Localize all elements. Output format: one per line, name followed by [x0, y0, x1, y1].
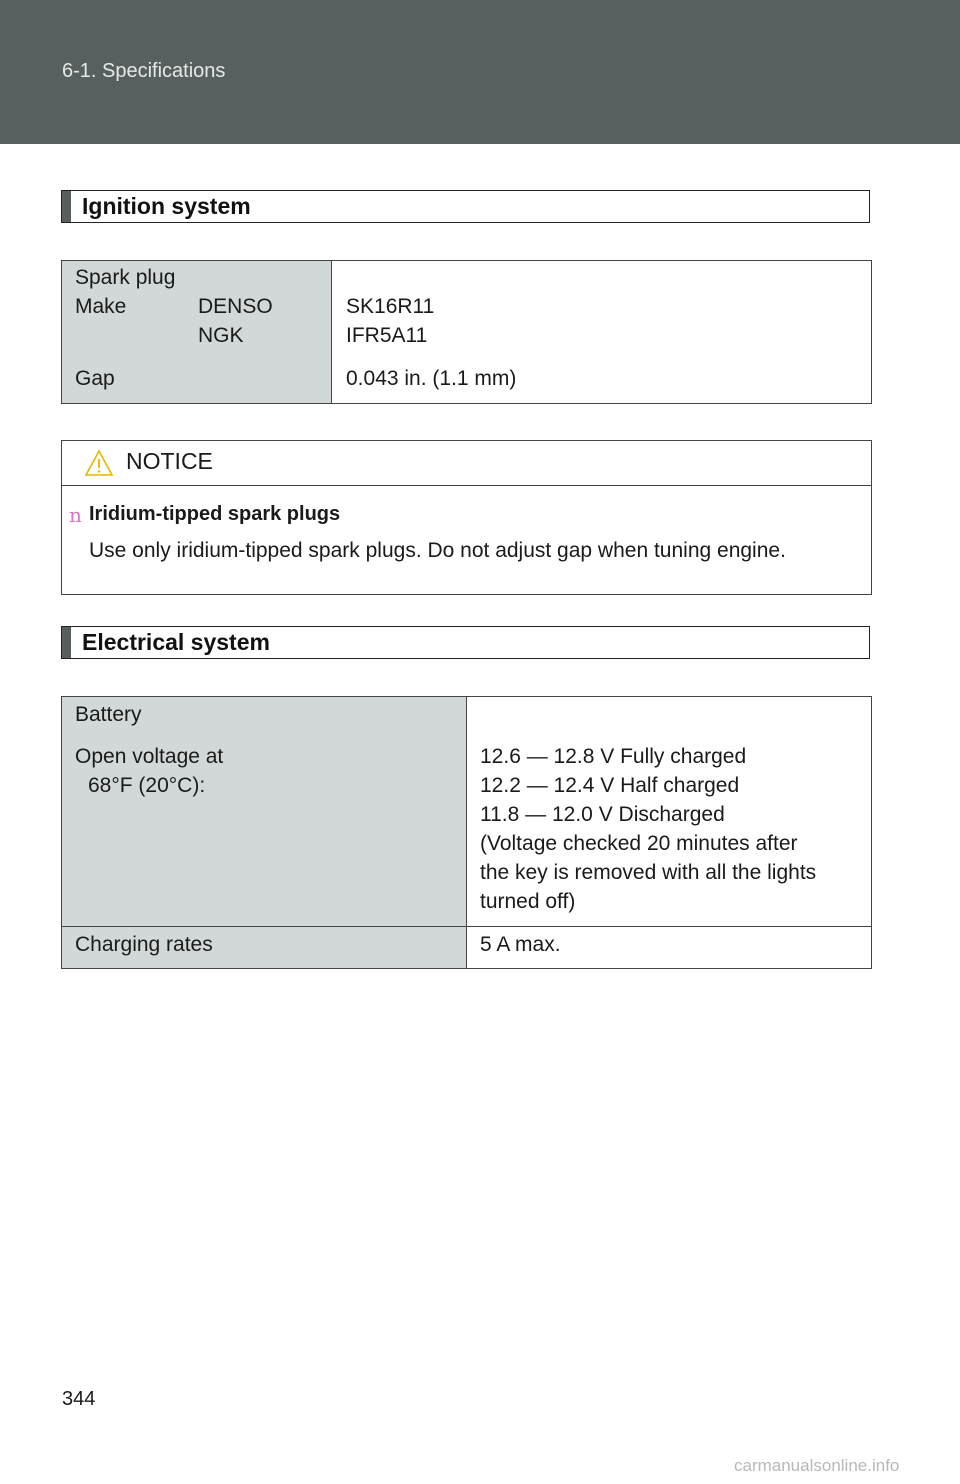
make-label: Make [75, 295, 127, 318]
open-voltage-label: Open voltage at [75, 745, 224, 768]
denso-value: SK16R11 [346, 295, 435, 318]
gap-value: 0.043 in. (1.1 mm) [346, 367, 517, 390]
open-voltage-temp: 68°F (20°C): [88, 774, 206, 797]
ignition-spec-table [61, 260, 872, 404]
table-row [62, 927, 872, 969]
table-row [62, 697, 872, 927]
electrical-section-title: Electrical system [82, 629, 270, 655]
notice-header [62, 441, 871, 486]
voltage-note-line: the key is removed with all the lights [480, 861, 817, 884]
page-header [0, 0, 960, 144]
electrical-spec-table [61, 696, 872, 969]
gap-label: Gap [75, 367, 115, 390]
charging-value-cell [467, 927, 872, 969]
notice-label: NOTICE [126, 448, 213, 474]
electrical-section-heading [61, 626, 870, 659]
section-tab-marker [62, 627, 71, 658]
battery-label-cell [62, 697, 467, 927]
charging-label-cell [62, 927, 467, 969]
charging-value: 5 A max. [480, 933, 561, 956]
denso-label: DENSO [198, 295, 273, 318]
breadcrumb: 6-1. Specifications [62, 60, 226, 82]
notice-subtitle: Iridium-tipped spark plugs [89, 503, 341, 525]
section-tab-marker [62, 191, 71, 222]
table-row [62, 261, 872, 404]
ignition-section-title: Ignition system [82, 193, 251, 219]
battery-label: Battery [75, 703, 142, 726]
ignition-section-heading [61, 190, 870, 223]
battery-value-cell [467, 697, 872, 927]
voltage-note-line: turned off) [480, 890, 576, 913]
spark-plug-label: Spark plug [75, 266, 176, 289]
ngk-value: IFR5A11 [346, 324, 428, 347]
ngk-label: NGK [198, 324, 244, 347]
warning-triangle-icon [84, 449, 114, 477]
notice-box [61, 440, 872, 595]
notice-body: Use only iridium-tipped spark plugs. Do not adjust gap when tuning engine. [89, 539, 786, 562]
spark-plug-value-cell [332, 261, 872, 404]
voltage-line: 11.8 — 12.0 V Discharged [480, 803, 725, 826]
voltage-line: 12.6 — 12.8 V Fully charged [480, 745, 747, 768]
spark-plug-label-cell [62, 261, 332, 404]
watermark: carmanualsonline.info [734, 1456, 900, 1475]
voltage-note-line: (Voltage checked 20 minutes after [480, 832, 798, 855]
voltage-line: 12.2 — 12.4 V Half charged [480, 774, 740, 797]
notice-bullet: n [69, 503, 82, 527]
charging-label: Charging rates [75, 933, 213, 956]
page-number: 344 [62, 1388, 96, 1410]
